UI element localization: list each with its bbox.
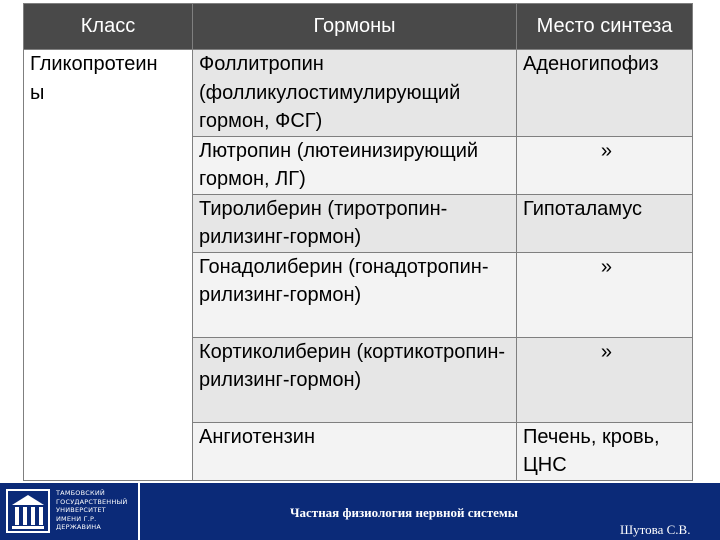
- table-row: [24, 50, 693, 137]
- footer-bar: [0, 483, 720, 540]
- header-site: Место синтеза: [517, 4, 693, 50]
- site-cell: Аденогипофиз: [517, 50, 693, 137]
- class-cell: Гликопротеин ы: [24, 50, 193, 481]
- footer-title: Частная физиология нервной системы: [290, 505, 518, 520]
- site-cell: Гипоталамус: [517, 194, 693, 252]
- hormone-cell: Гонадолиберин (гонадотропин-рилизинг-гормон): [193, 252, 517, 337]
- footer-author: Шутова С.В.: [620, 522, 691, 537]
- hormone-cell: Кортиколиберин (кортикотропин-рилизинг-гормон): [193, 337, 517, 422]
- site-cell: Печень, кровь, ЦНС: [517, 422, 693, 480]
- hormone-cell: Тиролиберин (тиротропин-рилизинг-гормон): [193, 194, 517, 252]
- header-class: Класс: [24, 4, 193, 50]
- hormone-cell: Ангиотензин: [193, 422, 517, 480]
- hormone-cell: Фоллитропин (фолликулостимулирующий гормон, ФСГ): [193, 50, 517, 137]
- university-emblem-icon: [6, 489, 50, 533]
- hormone-cell: Лютропин (лютеинизирующий гормон, ЛГ): [193, 136, 517, 194]
- logo-text: ТАМБОВСКИЙ ГОСУДАРСТВЕННЫЙ УНИВЕРСИТЕТ ИМЕНИ Г.Р. ДЕРЖАВИНА: [56, 489, 128, 531]
- header-row: [24, 4, 693, 50]
- site-cell: »: [517, 136, 693, 194]
- site-cell: »: [517, 337, 693, 422]
- hormones-table: [23, 3, 693, 481]
- site-cell: »: [517, 252, 693, 337]
- university-logo: [0, 483, 140, 540]
- header-hormones: Гормоны: [193, 4, 517, 50]
